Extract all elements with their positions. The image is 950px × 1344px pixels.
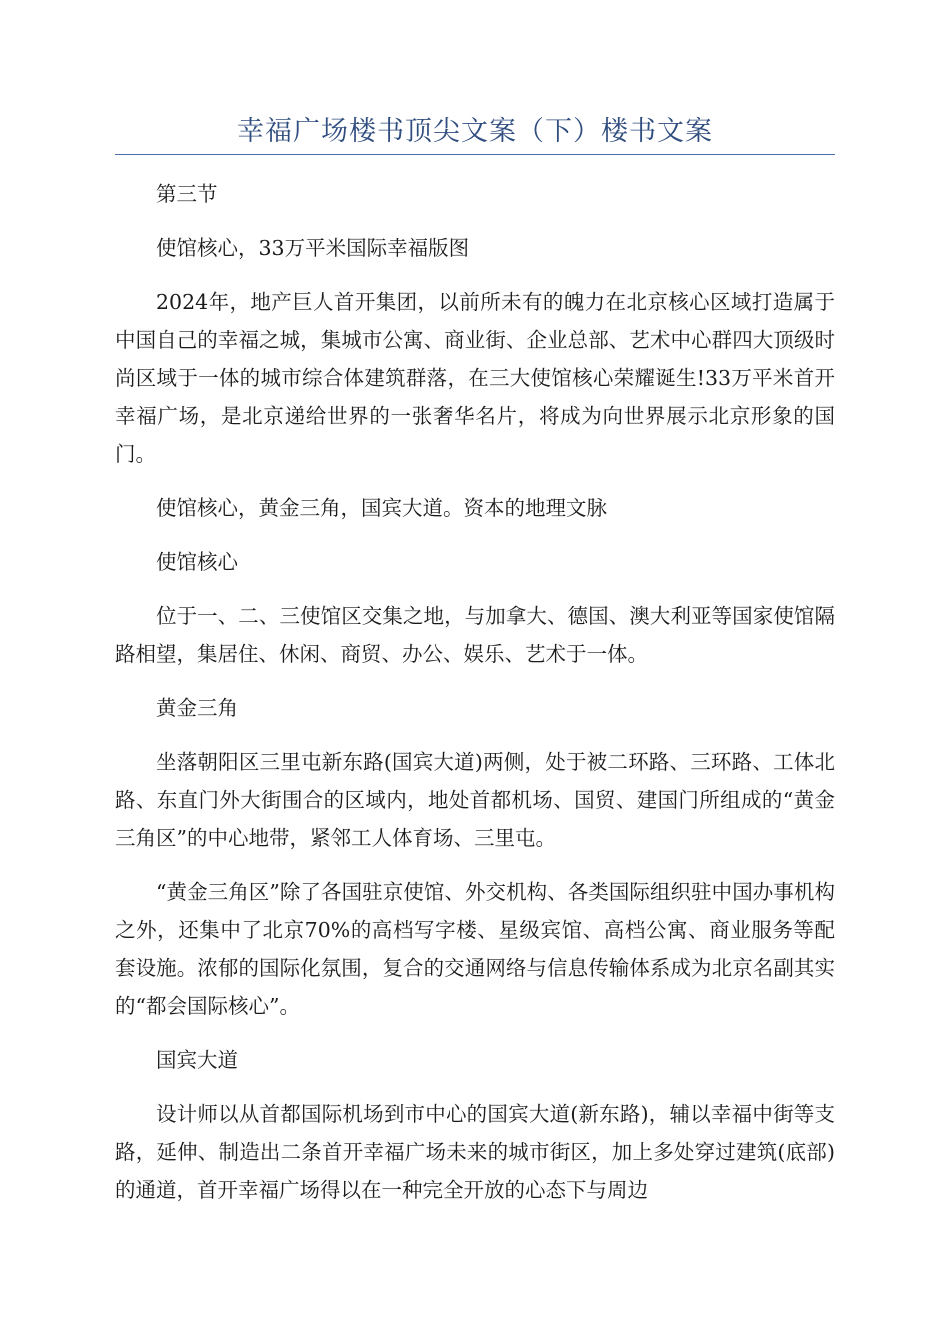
subheading: 国宾大道 xyxy=(156,1048,238,1072)
title-underline xyxy=(115,154,835,155)
body-paragraph: 位于一、二、三使馆区交集之地，与加拿大、德国、澳大利亚等国家使馆隔路相望，集居住、休闲、商贸、办公、娱乐、艺术于一体。 xyxy=(115,604,835,666)
document-body xyxy=(115,175,835,1209)
body-paragraph: 2024年，地产巨人首开集团，以前所未有的魄力在北京核心区域打造属于中国自己的幸福之城，集城市公寓、商业街、企业总部、艺术中心群四大顶级时尚区域于一体的城市综合体建筑群落，在三大使馆核心荣耀诞生!33万平米首开幸福广场，是北京递给世界的一张奢华名片，将成为向世界展示北京形象的国门。 xyxy=(115,290,835,466)
body-paragraph: 坐落朝阳区三里屯新东路(国宾大道)两侧，处于被二环路、三环路、工体北路、东直门外大街围合的区域内，地处首都机场、国贸、建国门所组成的“黄金三角区”的中心地带，紧邻工人体育场、三里屯。 xyxy=(115,750,835,850)
subheading: 使馆核心，黄金三角，国宾大道。资本的地理文脉 xyxy=(156,496,607,520)
body-paragraph: “黄金三角区”除了各国驻京使馆、外交机构、各类国际组织驻中国办事机构之外，还集中了北京70%的高档写字楼、星级宾馆、高档公寓、商业服务等配套设施。浓郁的国际化氛围，复合的交通网络与信息传输体系成为北京名副其实的“都会国际核心”。 xyxy=(115,880,835,1018)
document-title: 幸福广场楼书顶尖文案（下）楼书文案 xyxy=(237,116,713,147)
body-paragraph: 设计师以从首都国际机场到市中心的国宾大道(新东路)，辅以幸福中街等支路，延伸、制造出二条首开幸福广场未来的城市街区，加上多处穿过建筑(底部)的通道，首开幸福广场得以在一种完全开放的心态下与周边 xyxy=(115,1102,835,1202)
subheading: 黄金三角 xyxy=(156,696,238,720)
subheading: 使馆核心 xyxy=(156,550,238,574)
subheading: 使馆核心，33万平米国际幸福版图 xyxy=(156,236,470,260)
section-heading: 第三节 xyxy=(156,182,218,206)
